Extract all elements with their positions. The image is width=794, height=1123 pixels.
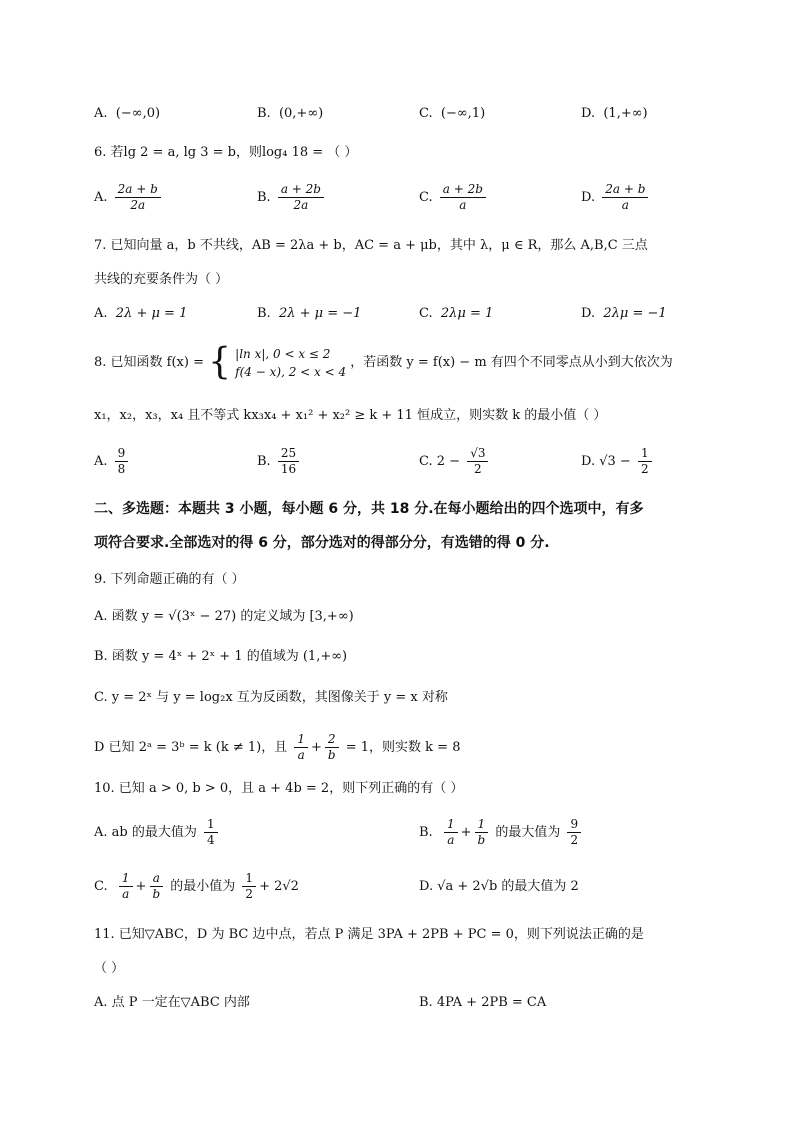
fraction: $\frac{1}{b}$ xyxy=(475,817,489,848)
q7-option-b: B. 2λ + μ = −1 xyxy=(257,306,362,321)
q5-option-a xyxy=(94,104,160,124)
q5-option-c xyxy=(419,104,485,124)
option-label: A. xyxy=(94,106,108,121)
q8-option-b: B. $\frac{25}{16}$ xyxy=(257,446,302,477)
q10-option-b: B. $\frac{1}{a}$ + $\frac{1}{b}$ 的最大值为 $\frac{9}{2}$ xyxy=(419,814,584,852)
fraction: $\frac{1}{4}$ xyxy=(204,817,218,848)
piecewise-cases: |ln x|, 0 < x ≤ 2 f(4 − x), 2 < x < 4 xyxy=(235,346,347,379)
fraction: $\frac{a + 2b}{2a}$ xyxy=(278,182,324,213)
section-2-heading-line-2: 项符合要求.全部选对的得 6 分，部分选对的得部分分，有选错的得 0 分. xyxy=(94,535,550,551)
fraction: $\frac{2}{b}$ xyxy=(325,732,339,763)
option-text: (−∞,0) xyxy=(115,106,161,121)
q5-option-b xyxy=(257,104,323,124)
q6-option-d xyxy=(581,182,651,213)
option-label: C. xyxy=(419,190,433,205)
option-label: B. xyxy=(257,190,271,205)
fraction: $\frac{9}{2}$ xyxy=(567,817,581,848)
option-label: A. xyxy=(94,190,108,205)
q10-option-d: D. √a + 2√b 的最大值为 2 xyxy=(419,879,579,894)
q10-option-a: A. ab 的最大值为 $\frac{1}{4}$ xyxy=(94,814,221,852)
q10-stem: 10. 已知 a > 0, b > 0，且 a + 4b = 2，则下列正确的有（ ） xyxy=(94,781,464,796)
q11-stem-line-2: （ ） xyxy=(94,961,125,976)
fraction: $\frac{a}{b}$ xyxy=(149,871,163,902)
fraction: $\frac{1}{a}$ xyxy=(444,817,458,848)
q7-stem-line-1: 7. 已知向量 a，b 不共线，AB = 2λa + b，AC = a + μb，其中 λ，μ ∈ R，那么 A,B,C 三点 xyxy=(94,238,648,253)
fraction: $\frac{1}{a}$ xyxy=(294,732,308,763)
q6-option-a xyxy=(94,182,164,213)
q8-option-c: C. 2 − $\frac{√3}{2}$ xyxy=(419,446,491,477)
fraction: $\frac{2a + b}{a}$ xyxy=(602,182,648,213)
fraction: $\frac{1}{a}$ xyxy=(119,871,133,902)
option-label: D. xyxy=(581,190,596,205)
option-text: (0,+∞) xyxy=(278,106,324,121)
option-label: B. xyxy=(257,106,271,121)
fraction: $\frac{2a + b}{2a}$ xyxy=(115,182,161,213)
q6-option-b xyxy=(257,182,327,213)
option-label: D. xyxy=(581,106,596,121)
q11-stem-line-1: 11. 已知▽ABC，D 为 BC 边中点，若点 P 满足 3PA + 2PB + PC = 0，则下列说法正确的是 xyxy=(94,927,644,942)
q7-stem-line-2: 共线的充要条件为（ ） xyxy=(94,272,229,287)
fraction: $\frac{1}{2}$ xyxy=(242,871,256,902)
q9-stem: 9. 下列命题正确的有（ ） xyxy=(94,572,245,587)
fraction: $\frac{9}{8}$ xyxy=(115,446,129,477)
option-text: (1,+∞) xyxy=(603,106,648,121)
q9-option-a: A. 函数 y = √(3ˣ − 27) 的定义域为 [3,+∞) xyxy=(94,609,354,624)
q7-option-a: A. 2λ + μ = 1 xyxy=(94,306,188,321)
q11-option-a: A. 点 P 一定在▽ABC 内部 xyxy=(94,995,250,1010)
q6-stem: 6. 若lg 2 = a, lg 3 = b，则log₄ 18 = （ ） xyxy=(94,145,358,160)
q9-option-d: D 已知 2ᵃ = 3ᵇ = k (k ≠ 1)，且 $\frac{1}{a}$ + $\frac{2}{b}$ = 1，则实数 k = 8 xyxy=(94,732,461,762)
option-text: (−∞,1) xyxy=(440,106,486,121)
q8-option-a: A. $\frac{9}{8}$ xyxy=(94,446,131,477)
q7-option-c: C. 2λμ = 1 xyxy=(419,306,494,321)
option-label: C. xyxy=(419,106,433,121)
q8-stem-line-2: x₁，x₂，x₃，x₄ 且不等式 kx₃x₄ + x₁² + x₂² ≥ k + 11 恒成立，则实数 k 的最小值（ ） xyxy=(94,408,607,423)
fraction: $\frac{25}{16}$ xyxy=(278,446,299,477)
q5-option-d xyxy=(581,104,648,124)
q6-option-c xyxy=(419,182,489,213)
q9-option-b: B. 函数 y = 4ˣ + 2ˣ + 1 的值域为 (1,+∞) xyxy=(94,649,348,664)
left-brace: { xyxy=(208,341,232,383)
fraction: $\frac{a + 2b}{a}$ xyxy=(440,182,486,213)
q7-option-d: D. 2λμ = −1 xyxy=(581,306,667,321)
q8-option-d: D. √3 − $\frac{1}{2}$ xyxy=(581,446,655,477)
section-2-heading-line-1: 二、多选题：本题共 3 小题，每小题 6 分，共 18 分.在每小题给出的四个选项中，有多 xyxy=(94,501,644,517)
q11-option-b: B. 4PA + 2PB = CA xyxy=(419,995,547,1010)
q10-option-c: C. $\frac{1}{a}$ + $\frac{a}{b}$ 的最小值为 $\frac{1}{2}$ + 2√2 xyxy=(94,871,299,901)
fraction: $\frac{√3}{2}$ xyxy=(467,446,488,477)
q9-option-c: C. y = 2ˣ 与 y = log₂x 互为反函数，其图像关于 y = x 对称 xyxy=(94,690,448,705)
fraction: $\frac{1}{2}$ xyxy=(638,446,652,477)
q8-stem-line-1: 8. 已知函数 f(x) = { |ln x|, 0 < x ≤ 2 f(4 − x), 2 < x < 4 ，若函数 y = f(x) − m 有四个不同零点从小到大依次为 xyxy=(94,341,673,383)
